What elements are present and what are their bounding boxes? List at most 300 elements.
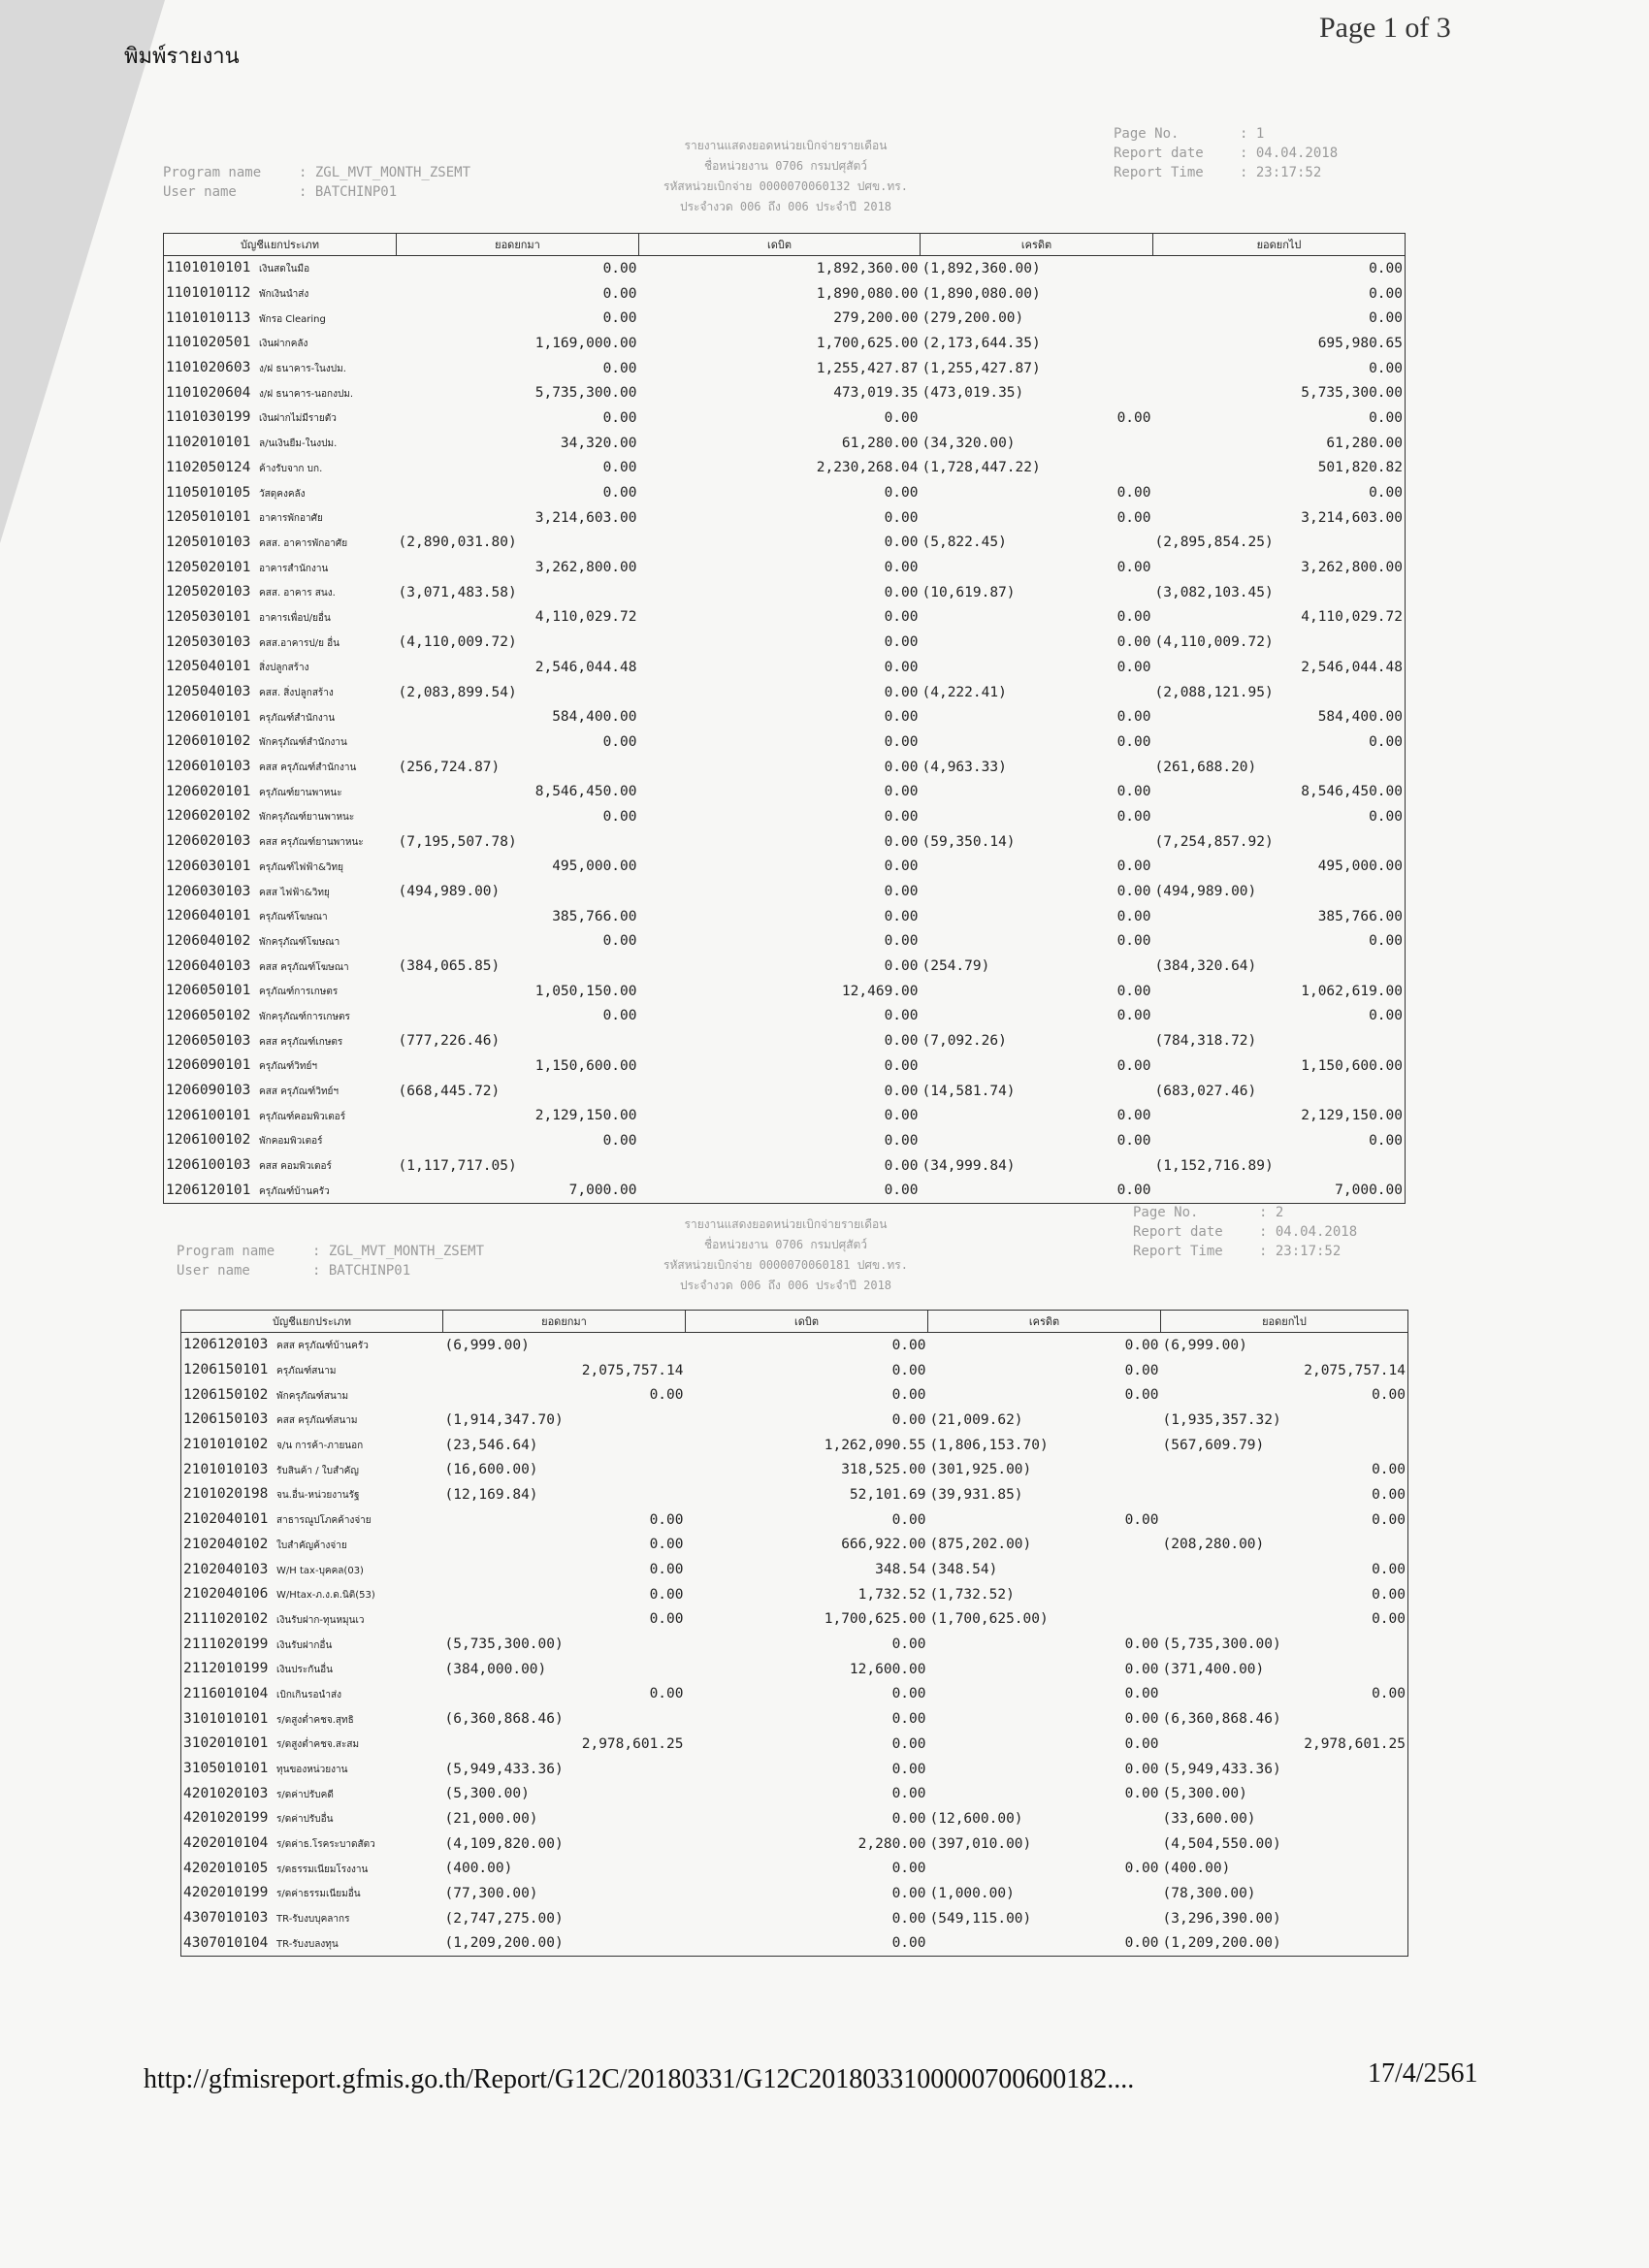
- browser-title: พิมพ์รายงาน: [124, 45, 240, 69]
- table-row: [181, 1657, 1408, 1682]
- account-description: คสส ครุภัณฑ์สำนักงาน: [259, 762, 357, 774]
- account-code: 1206120103: [183, 1337, 269, 1353]
- opening-balance-cell: (5,300.00): [444, 1786, 530, 1802]
- opening-balance-cell: (668,445.72): [398, 1083, 501, 1099]
- credit-cell: 0.00: [1116, 609, 1151, 626]
- account-description: ครุภัณฑ์สำนักงาน: [259, 712, 336, 724]
- account-cell: [164, 829, 397, 855]
- account-code: 1105010105: [166, 484, 251, 501]
- account-description: ครุภัณฑ์บ้านครัว: [259, 1185, 330, 1197]
- closing-balance-cell: 0.00: [1161, 1557, 1408, 1582]
- credit-cell: 0.00: [1124, 1861, 1159, 1877]
- debit-cell: 0.00: [884, 859, 919, 875]
- account-description: W/H tax-บุคคล(03): [276, 1565, 364, 1576]
- table-row: [181, 1557, 1408, 1582]
- account-description: พักคอมพิวเตอร์: [259, 1136, 323, 1148]
- opening-balance-cell: 0.00: [602, 1008, 637, 1024]
- account-code: 1206040101: [166, 908, 251, 924]
- table-row: [181, 1831, 1408, 1857]
- credit-cell: (1,728,447.22): [922, 460, 1041, 476]
- opening-balance-cell: 34,320.00: [560, 435, 637, 451]
- closing-balance-cell: 8,546,450.00: [1153, 779, 1406, 804]
- debit-cell: 12,469.00: [841, 983, 919, 999]
- credit-cell: 0.00: [1124, 1511, 1159, 1528]
- report-header-left-1: [163, 163, 470, 202]
- credit-cell: 0.00: [1116, 908, 1151, 924]
- table-header-row: [181, 1311, 1408, 1333]
- closing-balance-cell: (3,296,390.00): [1161, 1906, 1408, 1931]
- account-cell: [181, 1333, 443, 1358]
- account-description: พักรอ Clearing: [259, 313, 326, 325]
- account-cell: [164, 356, 397, 381]
- account-cell: [164, 1004, 397, 1029]
- opening-balance-cell: 4,110,029.72: [534, 609, 637, 626]
- account-cell: [164, 605, 397, 631]
- table-row: [181, 1732, 1408, 1757]
- debit-cell: 0.00: [884, 560, 919, 576]
- account-cell: [164, 531, 397, 556]
- report-date-value: : 04.04.2018: [1259, 1224, 1358, 1240]
- account-code: 2102040101: [183, 1511, 269, 1528]
- ledger-table-2: [180, 1310, 1408, 1957]
- closing-balance-cell: 0.00: [1161, 1457, 1408, 1482]
- credit-cell: (1,255,427.87): [922, 360, 1041, 376]
- credit-cell: (10,619.87): [922, 584, 1016, 600]
- ledger-table-1: [163, 233, 1406, 1204]
- center-line: ชื่อหน่วยงาน 0706 กรมปศุสัตว์: [703, 1238, 868, 1251]
- opening-balance-cell: (12,169.84): [444, 1486, 538, 1503]
- credit-cell: (34,320.00): [922, 435, 1016, 451]
- table-row: [164, 979, 1406, 1004]
- opening-balance-cell: 0.00: [649, 1537, 684, 1553]
- debit-cell: 0.00: [884, 584, 919, 600]
- debit-cell: 0.00: [639, 1178, 921, 1203]
- debit-cell: 0.00: [891, 1786, 926, 1802]
- account-description: สิ่งปลูกสร้าง: [259, 663, 309, 674]
- ledger-body-1: [164, 256, 1406, 1204]
- account-cell: [181, 1607, 443, 1633]
- page-no-label: Page No.: [1114, 126, 1180, 142]
- footer-url: http://gfmisreport.gfmis.go.th/Report/G12C/20180331/G12C2018033100000700600182....: [144, 2064, 1135, 2094]
- debit-cell: 0.00: [884, 509, 919, 526]
- table-row: [181, 1533, 1408, 1558]
- report-time-value: : 23:17:52: [1259, 1244, 1342, 1259]
- account-cell: [181, 1657, 443, 1682]
- opening-balance-cell: (256,724.87): [398, 759, 501, 775]
- account-code: 2102040102: [183, 1536, 269, 1552]
- account-cell: [164, 1028, 397, 1053]
- debit-cell: 0.00: [884, 958, 919, 975]
- credit-cell: (1,732.52): [929, 1586, 1015, 1603]
- account-description: เงินสดในมือ: [259, 264, 310, 275]
- opening-balance-cell: 0.00: [602, 260, 637, 276]
- table-row: [164, 879, 1406, 904]
- closing-balance-cell: 0.00: [1161, 1607, 1408, 1633]
- report-date-value: : 04.04.2018: [1240, 146, 1339, 161]
- account-code: 1206100102: [166, 1132, 251, 1149]
- closing-balance-cell: 4,110,029.72: [1153, 605, 1406, 631]
- account-cell: [164, 630, 397, 655]
- credit-cell: (39,931.85): [929, 1486, 1023, 1503]
- table-row: [181, 1382, 1408, 1408]
- closing-balance-cell: (567,609.79): [1161, 1433, 1408, 1458]
- credit-cell: 0.00: [1116, 733, 1151, 750]
- table-row: [164, 531, 1406, 556]
- table-row: [181, 1781, 1408, 1806]
- account-description: TR-รับงบลงทุน: [276, 1938, 339, 1950]
- account-cell: [164, 954, 397, 979]
- closing-balance-cell: 3,262,800.00: [1153, 555, 1406, 580]
- table-row: [164, 256, 1406, 281]
- opening-balance-cell: 0.00: [602, 733, 637, 750]
- opening-balance-cell: (494,989.00): [398, 884, 501, 900]
- center-line: รหัสหน่วยเบิกจ่าย 0000070060181 ปศข.ทร.: [663, 1258, 908, 1272]
- opening-balance-cell: (6,360,868.46): [444, 1711, 564, 1728]
- closing-balance-cell: 0.00: [1153, 356, 1406, 381]
- account-cell: [164, 1103, 397, 1128]
- closing-balance-cell: (78,300.00): [1161, 1881, 1408, 1906]
- opening-balance-cell: 7,000.00: [397, 1178, 639, 1203]
- account-cell: [164, 256, 397, 281]
- opening-balance-cell: 385,766.00: [552, 908, 637, 924]
- account-description: ครุภัณฑ์ไฟฟ้า&วิทยุ: [259, 861, 343, 873]
- account-code: 2101010102: [183, 1437, 269, 1453]
- center-line: รหัสหน่วยเบิกจ่าย 0000070060132 ปศข.ทร.: [663, 179, 908, 193]
- credit-cell: 0.00: [1116, 1132, 1151, 1149]
- account-code: 4201020103: [183, 1785, 269, 1801]
- closing-balance-cell: (208,280.00): [1161, 1533, 1408, 1558]
- account-code: 2101020198: [183, 1486, 269, 1503]
- account-description: ร/ดธรรมเนียมโรงงาน: [276, 1863, 369, 1875]
- account-code: 1206020101: [166, 783, 251, 799]
- account-description: ร/ดสูงต่ำคชจ.สะสม: [276, 1739, 360, 1751]
- footer-print-date: 17/4/2561: [1368, 2058, 1478, 2089]
- table-row: [164, 1103, 1406, 1128]
- report-header-center-1: [582, 136, 989, 217]
- report-header-right-1: [1114, 124, 1338, 182]
- closing-balance-cell: 0.00: [1153, 306, 1406, 331]
- debit-cell: 0.00: [891, 1810, 926, 1827]
- table-row: [181, 1358, 1408, 1383]
- credit-cell: 0.00: [1124, 1711, 1159, 1728]
- account-cell: [181, 1906, 443, 1931]
- col-header-credit: เครดิต: [928, 1311, 1161, 1333]
- table-row: [164, 1178, 1406, 1203]
- account-description: รับสินค้า / ใบสำคัญ: [276, 1465, 359, 1476]
- debit-cell: 0.00: [884, 884, 919, 900]
- account-description: คสส.อาคารป/ย อื่น: [259, 637, 340, 649]
- account-description: จน.อื่น-หน่วยงานรัฐ: [276, 1490, 360, 1502]
- table-row: [164, 580, 1406, 605]
- account-cell: [164, 331, 397, 356]
- account-description: ร/ดค่าธ.โรคระบาดสัตว: [276, 1839, 375, 1851]
- debit-cell: 0.00: [891, 1711, 926, 1728]
- table-row: [164, 1153, 1406, 1179]
- account-code: 1206020102: [166, 808, 251, 825]
- account-code: 1206010102: [166, 733, 251, 750]
- debit-cell: 0.00: [686, 1931, 928, 1957]
- opening-balance-cell: 3,262,800.00: [534, 560, 637, 576]
- account-code: 4202010104: [183, 1835, 269, 1852]
- account-code: 2112010199: [183, 1661, 269, 1677]
- credit-cell: (1,000.00): [929, 1885, 1015, 1901]
- table-row: [164, 331, 1406, 356]
- closing-balance-cell: 495,000.00: [1153, 855, 1406, 880]
- closing-balance-cell: (1,209,200.00): [1161, 1931, 1408, 1957]
- user-label: User name: [163, 184, 237, 200]
- account-cell: [164, 580, 397, 605]
- credit-cell: 0.00: [928, 1931, 1161, 1957]
- account-description: ร/ดสูงต่ำคชจ.สุทธิ: [276, 1714, 354, 1726]
- table-row: [181, 1333, 1408, 1358]
- report-time-value: : 23:17:52: [1240, 165, 1322, 180]
- account-code: 1205040103: [166, 684, 251, 700]
- credit-cell: (279,200.00): [922, 310, 1024, 327]
- credit-cell: 0.00: [1124, 1761, 1159, 1777]
- account-code: 1206010103: [166, 759, 251, 775]
- opening-balance-cell: (2,890,031.80): [398, 535, 517, 551]
- closing-balance-cell: 61,280.00: [1153, 431, 1406, 456]
- closing-balance-cell: (5,735,300.00): [1161, 1632, 1408, 1657]
- report-header-center-2: [582, 1215, 989, 1296]
- account-description: เงินฝากคลัง: [259, 339, 308, 350]
- closing-balance-cell: 0.00: [1161, 1682, 1408, 1707]
- account-cell: [164, 431, 397, 456]
- debit-cell: 0.00: [884, 759, 919, 775]
- closing-balance-cell: (261,688.20): [1153, 755, 1406, 780]
- account-description: ล/นเงินยืม-ในงปม.: [259, 438, 338, 450]
- table-row: [164, 356, 1406, 381]
- account-description: ครุภัณฑ์วิทย์ฯ: [259, 1061, 317, 1073]
- closing-balance-cell: (1,935,357.32): [1161, 1408, 1408, 1433]
- table-row: [164, 1079, 1406, 1104]
- account-code: 1206040103: [166, 957, 251, 974]
- closing-balance-cell: 0.00: [1153, 804, 1406, 829]
- account-code: 1205010101: [166, 509, 251, 526]
- debit-cell: 0.00: [884, 609, 919, 626]
- account-code: 1205040101: [166, 659, 251, 675]
- account-code: 2111020199: [183, 1636, 269, 1652]
- table-row: [164, 729, 1406, 755]
- debit-cell: 0.00: [884, 784, 919, 800]
- account-description: ครุภัณฑ์โฆษณา: [259, 912, 328, 923]
- page-no-value: : 2: [1259, 1205, 1284, 1220]
- account-description: พักครุภัณฑ์ยานพาหนะ: [259, 812, 355, 824]
- debit-cell: 2,280.00: [857, 1835, 926, 1852]
- closing-balance-cell: 0.00: [1153, 729, 1406, 755]
- account-description: อาคารสำนักงาน: [259, 563, 329, 574]
- account-description: สาธารณูปโภคค้างจ่าย: [276, 1515, 372, 1527]
- table-row: [164, 855, 1406, 880]
- closing-balance-cell: 0.00: [1153, 480, 1406, 505]
- account-code: 3101010101: [183, 1710, 269, 1727]
- account-code: 4202010199: [183, 1885, 269, 1901]
- closing-balance-cell: (494,989.00): [1153, 879, 1406, 904]
- account-cell: [181, 1732, 443, 1757]
- credit-cell: 0.00: [1124, 1636, 1159, 1653]
- table-row: [181, 1632, 1408, 1657]
- opening-balance-cell: 584,400.00: [552, 709, 637, 726]
- account-code: 1206040102: [166, 932, 251, 949]
- credit-cell: (12,600.00): [929, 1810, 1023, 1827]
- debit-cell: 0.00: [884, 833, 919, 850]
- debit-cell: 61,280.00: [841, 435, 919, 451]
- debit-cell: 318,525.00: [841, 1462, 926, 1478]
- account-description: เงินรับฝากอื่น: [276, 1639, 333, 1651]
- account-code: 1205030103: [166, 633, 251, 650]
- credit-cell: 0.00: [1116, 634, 1151, 651]
- account-cell: [164, 704, 397, 729]
- debit-cell: 0.00: [891, 1910, 926, 1927]
- closing-balance-cell: 0.00: [1161, 1582, 1408, 1607]
- account-code: 1206100101: [166, 1107, 251, 1123]
- account-code: 1205020101: [166, 559, 251, 575]
- account-cell: [164, 1053, 397, 1079]
- account-cell: [164, 755, 397, 780]
- account-code: 3102010101: [183, 1735, 269, 1752]
- account-description: คสส ไฟฟ้า&วิทยุ: [259, 887, 330, 898]
- closing-balance-cell: 2,075,757.14: [1161, 1358, 1408, 1383]
- account-code: 1101030199: [166, 409, 251, 426]
- center-line: ประจำงวด 006 ถึง 006 ประจำปี 2018: [679, 200, 892, 213]
- credit-cell: 0.00: [1116, 784, 1151, 800]
- program-label: Program name: [163, 165, 262, 180]
- opening-balance-cell: 495,000.00: [552, 859, 637, 875]
- debit-cell: 0.00: [884, 1057, 919, 1074]
- program-value: : ZGL_MVT_MONTH_ZSEMT: [312, 1244, 485, 1259]
- account-code: 1102050124: [166, 459, 251, 475]
- table-row: [164, 829, 1406, 855]
- credit-cell: 0.00: [1116, 485, 1151, 502]
- credit-cell: 0.00: [1116, 983, 1151, 999]
- page-no-value: : 1: [1240, 126, 1265, 142]
- report-time-label: Report Time: [1114, 165, 1204, 180]
- account-description: ครุภัณฑ์การเกษตร: [259, 987, 339, 998]
- debit-cell: 0.00: [884, 908, 919, 924]
- credit-cell: 0.00: [1116, 509, 1151, 526]
- credit-cell: (397,010.00): [929, 1835, 1032, 1852]
- account-description: คสส. สิ่งปลูกสร้าง: [259, 688, 334, 699]
- account-code: 1206150101: [183, 1362, 269, 1378]
- account-description: คสส. อาคารพักอาศัย: [259, 537, 348, 549]
- account-cell: [164, 879, 397, 904]
- opening-balance-cell: (6,999.00): [444, 1337, 530, 1353]
- account-code: 2101010103: [183, 1461, 269, 1477]
- debit-cell: 0.00: [884, 1157, 919, 1174]
- account-cell: [181, 1682, 443, 1707]
- table-row: [164, 630, 1406, 655]
- closing-balance-cell: 584,400.00: [1153, 704, 1406, 729]
- account-description: ครุภัณฑ์ยานพาหนะ: [259, 787, 342, 798]
- account-code: 2102040103: [183, 1561, 269, 1577]
- account-code: 4307010103: [183, 1910, 269, 1927]
- debit-cell: 0.00: [891, 1885, 926, 1901]
- account-description: คสส ครุภัณฑ์สนาม: [276, 1415, 358, 1427]
- account-description: อาคารพักอาศัย: [259, 513, 323, 525]
- credit-cell: 0.00: [1124, 1786, 1159, 1802]
- account-code: 4307010104: [183, 1934, 269, 1951]
- col-header-closing: ยอดยกไป: [1153, 234, 1406, 256]
- account-description: พักครุภัณฑ์โฆษณา: [259, 936, 340, 948]
- account-cell: [181, 1507, 443, 1533]
- table-row: [181, 1507, 1408, 1533]
- account-code: 1206050101: [166, 983, 251, 999]
- debit-cell: 1,700,625.00: [824, 1611, 926, 1628]
- account-code: 1101010101: [166, 260, 251, 276]
- account-cell: [164, 979, 397, 1004]
- credit-cell: (254.79): [922, 958, 990, 975]
- debit-cell: 0.00: [884, 659, 919, 675]
- closing-balance-cell: 0.00: [1153, 281, 1406, 307]
- account-cell: [164, 555, 397, 580]
- opening-balance-cell: (3,071,483.58): [398, 584, 517, 600]
- opening-balance-cell: (4,109,820.00): [444, 1835, 564, 1852]
- debit-cell: 0.00: [884, 409, 919, 426]
- closing-balance-cell: (4,504,550.00): [1161, 1831, 1408, 1857]
- table-row: [164, 1004, 1406, 1029]
- debit-cell: 12,600.00: [849, 1661, 926, 1677]
- closing-balance-cell: (784,318.72): [1153, 1028, 1406, 1053]
- account-description: ง/ฝ ธนาคาร-ในงปม.: [259, 364, 346, 375]
- table-row: [164, 1128, 1406, 1153]
- table-row: [164, 755, 1406, 780]
- table-row: [164, 680, 1406, 705]
- closing-balance-cell: 695,980.65: [1153, 331, 1406, 356]
- opening-balance-cell: 0.00: [649, 1387, 684, 1404]
- debit-cell: 0.00: [891, 1861, 926, 1877]
- account-cell: [181, 1881, 443, 1906]
- account-cell: [181, 1806, 443, 1831]
- closing-balance-cell: (33,600.00): [1161, 1806, 1408, 1831]
- table-row: [164, 1028, 1406, 1053]
- debit-cell: 0.00: [891, 1735, 926, 1752]
- account-cell: [181, 1831, 443, 1857]
- opening-balance-cell: 1,050,150.00: [534, 983, 637, 999]
- account-cell: [181, 1557, 443, 1582]
- account-cell: [164, 306, 397, 331]
- opening-balance-cell: 0.00: [602, 933, 637, 950]
- report-time-label: Report Time: [1133, 1244, 1223, 1259]
- account-description: ครุภัณฑ์สนาม: [276, 1366, 337, 1377]
- opening-balance-cell: (1,209,200.00): [443, 1931, 686, 1957]
- opening-balance-cell: (400.00): [444, 1861, 513, 1877]
- account-description: คสส ครุภัณฑ์เกษตร: [259, 1036, 343, 1048]
- account-description: ง/ฝ ธนาคาร-นอกงปม.: [259, 388, 354, 400]
- opening-balance-cell: (77,300.00): [444, 1885, 538, 1901]
- table-row: [164, 655, 1406, 680]
- table-row: [164, 456, 1406, 481]
- account-description: จ/น การค้า-ภายนอก: [276, 1441, 364, 1452]
- opening-balance-cell: (384,065.85): [398, 958, 501, 975]
- table-row: [164, 555, 1406, 580]
- account-code: 1206030101: [166, 858, 251, 874]
- opening-balance-cell: 0.00: [649, 1586, 684, 1603]
- account-cell: [181, 1757, 443, 1782]
- debit-cell: 0.00: [891, 1362, 926, 1378]
- account-description: เงินรับฝาก-ทุนหมุนเว: [276, 1614, 365, 1626]
- credit-cell: (5,822.45): [922, 535, 1007, 551]
- debit-cell: 1,262,090.55: [824, 1437, 926, 1453]
- opening-balance-cell: 2,546,044.48: [534, 659, 637, 675]
- closing-balance-cell: 0.00: [1153, 405, 1406, 431]
- account-description: คสส ครุภัณฑ์บ้านครัว: [276, 1341, 369, 1352]
- credit-cell: 0.00: [1116, 1108, 1151, 1124]
- closing-balance-cell: 2,129,150.00: [1153, 1103, 1406, 1128]
- table-row: [164, 380, 1406, 405]
- account-cell: [164, 1153, 397, 1179]
- debit-cell: 1,732.52: [857, 1586, 926, 1603]
- credit-cell: 0.00: [1116, 1057, 1151, 1074]
